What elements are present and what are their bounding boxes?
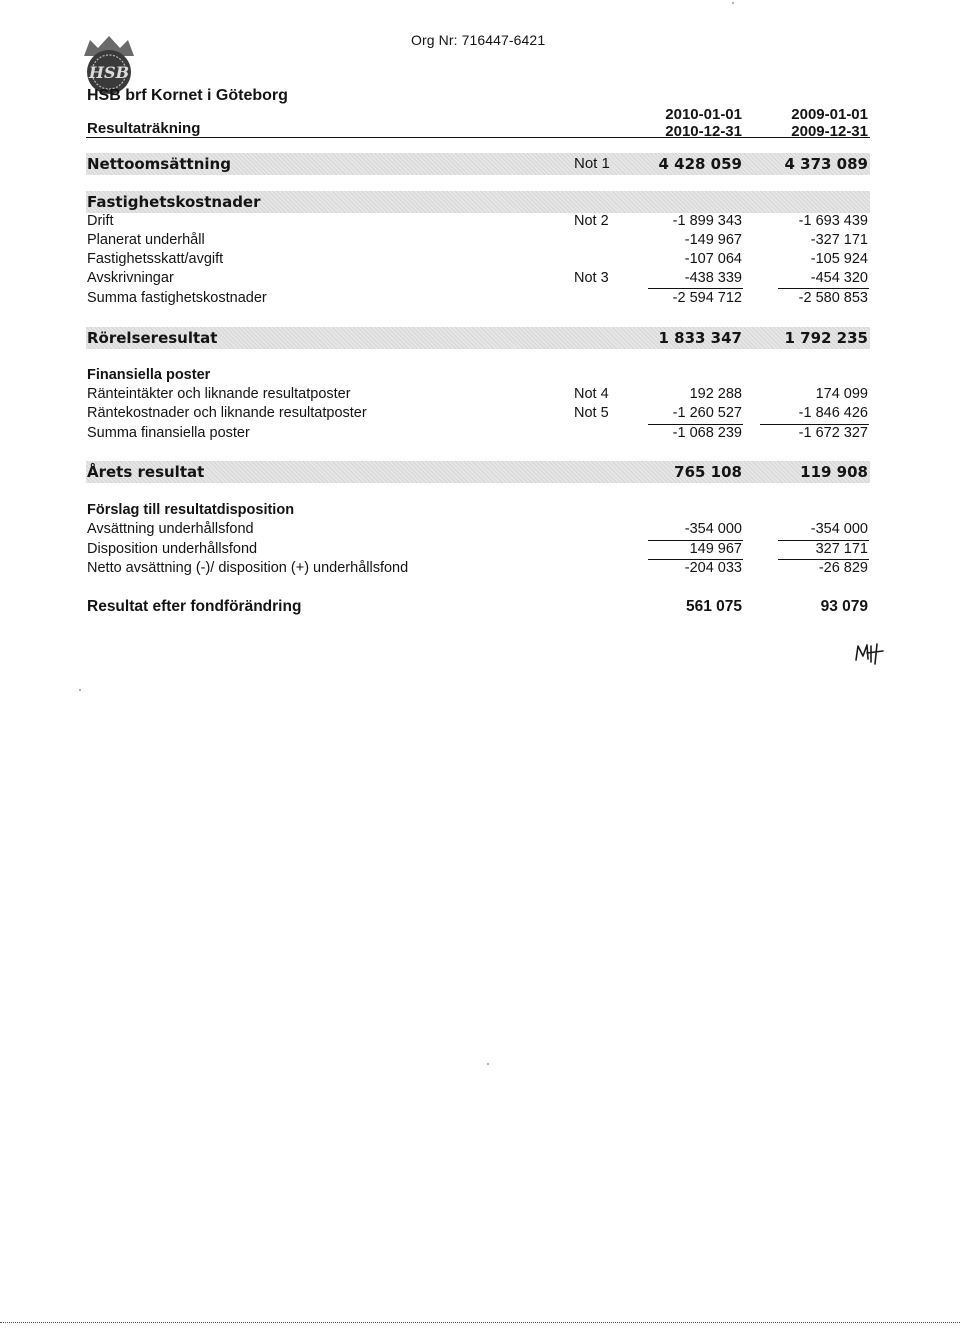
note-ref: Not 2 bbox=[574, 213, 609, 229]
scan-speck bbox=[79, 689, 81, 691]
value-current: -204 033 bbox=[684, 560, 742, 576]
row-netto-avsattning bbox=[87, 560, 869, 580]
row-label: Rörelseresultat bbox=[87, 329, 218, 347]
row-summa-fastighetskostnader bbox=[87, 290, 869, 310]
note-ref: Not 5 bbox=[574, 405, 609, 421]
value-prior: -1 846 426 bbox=[798, 405, 868, 421]
value-current: 1 833 347 bbox=[658, 329, 742, 347]
section-heading: Fastighetskostnader bbox=[87, 193, 261, 211]
value-prior: 1 792 235 bbox=[784, 329, 868, 347]
row-label: Drift bbox=[87, 213, 114, 229]
row-ranteintakter bbox=[87, 386, 869, 406]
report-title: Resultaträkning bbox=[87, 120, 201, 137]
header-rule bbox=[86, 137, 870, 138]
row-label: Räntekostnader och liknande resultatposter bbox=[87, 405, 367, 421]
value-current: 4 428 059 bbox=[658, 155, 742, 173]
row-finansiella-heading bbox=[87, 367, 869, 387]
value-current: 149 967 bbox=[689, 541, 742, 557]
row-label: Avsättning underhållsfond bbox=[87, 521, 254, 537]
value-current: 765 108 bbox=[674, 463, 742, 481]
period-prior-from: 2009-01-01 bbox=[791, 106, 868, 123]
page-edge-line bbox=[0, 1322, 960, 1323]
row-label: Fastighetsskatt/avgift bbox=[87, 251, 224, 267]
value-current: -1 068 239 bbox=[672, 425, 742, 441]
period-prior bbox=[740, 106, 868, 140]
value-current: -149 967 bbox=[684, 232, 742, 248]
org-number: Org Nr: 716447-6421 bbox=[411, 32, 546, 48]
value-prior: 327 171 bbox=[815, 541, 868, 557]
period-current-to: 2010-12-31 bbox=[665, 123, 742, 140]
value-prior: -26 829 bbox=[818, 560, 868, 576]
row-label: Ränteintäkter och liknande resultatposter bbox=[87, 386, 351, 402]
note-ref: Not 1 bbox=[574, 155, 610, 172]
row-nettoomsattning bbox=[87, 155, 869, 175]
row-forslag-heading bbox=[87, 502, 869, 522]
row-rantekostnader bbox=[87, 405, 869, 425]
row-label: Planerat underhåll bbox=[87, 232, 205, 248]
value-prior: -1 672 327 bbox=[798, 425, 868, 441]
association-name: HSB brf Kornet i Göteborg bbox=[87, 87, 288, 104]
row-drift bbox=[87, 213, 869, 233]
row-resultat-efter-fondforandring bbox=[87, 598, 869, 618]
note-ref: Not 4 bbox=[574, 386, 609, 402]
value-prior: -105 924 bbox=[810, 251, 868, 267]
value-prior: -327 171 bbox=[810, 232, 868, 248]
scan-speck bbox=[732, 2, 734, 4]
period-current-from: 2010-01-01 bbox=[665, 106, 742, 123]
row-label: Nettoomsättning bbox=[87, 155, 231, 173]
section-heading: Finansiella poster bbox=[87, 367, 211, 383]
section-heading: Förslag till resultatdisposition bbox=[87, 502, 295, 518]
value-prior: 93 079 bbox=[820, 598, 868, 615]
period-current bbox=[610, 106, 742, 140]
value-current: 561 075 bbox=[685, 598, 742, 615]
scan-speck bbox=[487, 1063, 489, 1065]
value-prior: 174 099 bbox=[815, 386, 868, 402]
svg-text:HSB: HSB bbox=[88, 63, 130, 82]
value-current: 192 288 bbox=[689, 386, 742, 402]
row-arets-resultat bbox=[87, 463, 869, 483]
row-label: Summa finansiella poster bbox=[87, 425, 250, 441]
underline-current bbox=[648, 288, 743, 289]
value-prior: -1 693 439 bbox=[798, 213, 868, 229]
value-prior: 119 908 bbox=[800, 463, 868, 481]
row-label: Årets resultat bbox=[87, 463, 205, 481]
row-label: Summa fastighetskostnader bbox=[87, 290, 267, 306]
row-rorelseresultat bbox=[87, 329, 869, 349]
value-prior: -454 320 bbox=[810, 270, 868, 286]
note-ref: Not 3 bbox=[574, 270, 609, 286]
row-avskrivningar bbox=[87, 270, 869, 290]
row-label: Resultat efter fondförändring bbox=[87, 598, 302, 615]
value-current: -2 594 712 bbox=[672, 290, 742, 306]
period-prior-to: 2009-12-31 bbox=[791, 123, 868, 140]
row-summa-finansiella bbox=[87, 425, 869, 445]
value-prior: -2 580 853 bbox=[798, 290, 868, 306]
value-current: -1 899 343 bbox=[672, 213, 742, 229]
row-label: Netto avsättning (-)/ disposition (+) underhållsfond bbox=[87, 560, 409, 576]
underline-prior bbox=[778, 288, 869, 289]
row-fastighetsskatt bbox=[87, 251, 869, 271]
row-label: Disposition underhållsfond bbox=[87, 541, 258, 557]
value-prior: 4 373 089 bbox=[784, 155, 868, 173]
row-avsattning bbox=[87, 521, 869, 541]
value-current: -354 000 bbox=[684, 521, 742, 537]
row-planerat-underhall bbox=[87, 232, 869, 252]
row-disposition bbox=[87, 541, 869, 561]
row-fastighetskostnader-heading bbox=[87, 193, 869, 213]
value-current: -438 339 bbox=[684, 270, 742, 286]
value-current: -107 064 bbox=[684, 251, 742, 267]
value-prior: -354 000 bbox=[810, 521, 868, 537]
value-current: -1 260 527 bbox=[672, 405, 742, 421]
row-label: Avskrivningar bbox=[87, 270, 174, 286]
handwritten-initials bbox=[853, 640, 893, 666]
